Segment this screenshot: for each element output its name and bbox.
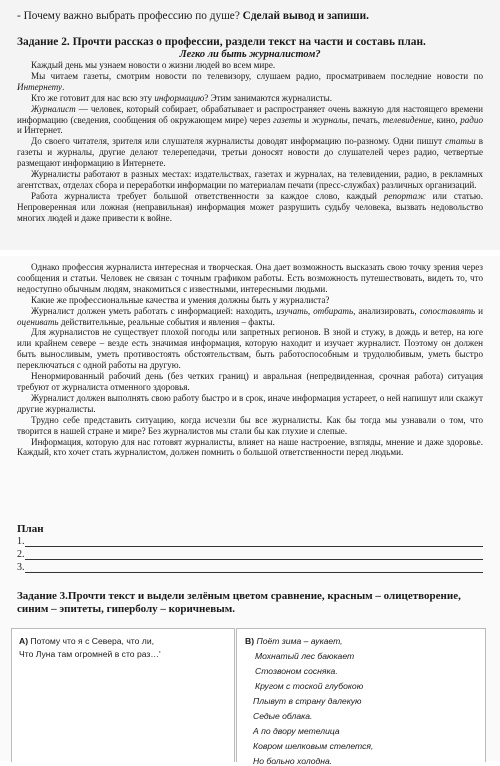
story-paragraph: Для журналистов не существует плохой погоды или запретных регионов. В зной и стужу, в дождь и ветер, на юге или крайнем севере – везде есть значимая информация, которую находит и изучает журналист. Поэтому он должен быть выносливым, уметь противостоять обстоятельствам, быть работоспособным и трудолюбивым, уметь быстро переключаться с одной работы на другую.: [17, 327, 483, 371]
story-paragraph: До своего читателя, зрителя или слушателя журналисты доводят информацию по-разному. Одни пишут статьи в газеты и журналы, другие делают телерепедачи, третьи доносят новости до слушателей через радио, четвертые размещают информацию в Интернете.: [17, 136, 483, 169]
question-1: [17, 10, 369, 22]
story-paragraph: Какие же профессиональные качества и умения должны быть у журналиста?: [31, 294, 330, 305]
task-3-heading: Задание 3.Прочти текст и выдели зелёным цветом сравнение, красным – олицетворение, синим – эпитеты, гиперболу – коричневым.: [17, 590, 461, 615]
plan-line-2[interactable]: [17, 549, 483, 561]
plan-line-3[interactable]: [17, 562, 483, 574]
poem-b-line: Мохнатый лес баюкает: [255, 651, 355, 661]
story-paragraph: Ненормированный рабочий день (без четких границ) и авральная (непредвиденная, срочная работа) ситуация требуют от журналиста отменного здоровья.: [17, 371, 483, 392]
poem-b-line: В) Поёт зима – аукает,: [245, 636, 343, 646]
plan-number: 1.: [17, 536, 25, 547]
poem-b-line: Ковром шелковым стелется,: [253, 741, 374, 751]
story-paragraph: Журналист — человек, который собирает, обрабатывает и распространяет очень важную для настоящего времени информацию (сведения, сообщения об окружающем мире) через газеты и журналы, печать, телевидение, кино, радио и Интернет.: [17, 103, 483, 136]
poem-a-label: А): [19, 636, 29, 646]
plan-line-1[interactable]: [17, 536, 483, 548]
poem-b-line: Кругом с тоской глубокою: [255, 681, 364, 691]
poem-a-box: [11, 628, 235, 762]
story-paragraph: Мы читаем газеты, смотрим новости по телевизору, слушаем радио, просматриваем последние новости по Интернету.: [17, 70, 483, 92]
story-part-1: [17, 60, 483, 224]
story-paragraph: Журналист должен выполнять свою работу быстро и в срок, иначе информация устареет, о ней напишут или скажут другие журналисты.: [17, 392, 483, 414]
story-paragraph: Однако профессия журналиста интересная и творческая. Она дает возможность высказать свою точку зрения через сообщения и статьи. Человек не связан с точным графиком работы. Есть возможность путешествовать, видеть то, что недоступно обычным людям, знакомиться с известными, интересными людьми.: [17, 262, 483, 294]
story-paragraph: Трудно себе представить ситуацию, когда исчезли бы все журналисты. Как бы тогда мы узнавали о том, что творится в нашей стране и мире? Без журналистов мы стали бы как глухие и слепые.: [17, 414, 483, 436]
poem-b-line: Плывут в страну далекую: [253, 696, 362, 706]
question-1-text: - Почему важно выбрать профессию по душе?: [17, 10, 243, 22]
story-paragraph: Журналисты работают в разных местах: издательствах, газетах и журналах, на телевидении, радио, в рекламных агентствах, отделах сбора и переработки информации по материалам печати (пресс-службах) различных организаций.: [17, 169, 483, 190]
plan-number: 3.: [17, 562, 25, 573]
question-1-instruction: Сделай вывод и запиши.: [242, 10, 369, 22]
story-paragraph: Работа журналиста требует большой ответственности за каждое слово, каждый репортаж или статью. Непроверенная или ложная (неправильная) информация может разрушить судьбу человека, вызвать недовольство многих людей и даже привести к войне.: [17, 190, 483, 223]
poem-b-box: [236, 628, 486, 766]
story-paragraph: Журналист должен уметь работать с информацией: находить, изучать, отбирать, анализировать, сопоставлять и оценивать действительные, реальные события и явления – факты.: [17, 305, 484, 327]
story-paragraph: Кто же готовит для нас всю эту информацию? Этим занимаются журналисты.: [31, 92, 332, 103]
poem-b-line: А по двору метелица: [253, 726, 340, 736]
poem-a-line: А) Потому что я с Севера, что ли,: [19, 636, 155, 646]
task-2-heading: Задание 2. Прочти рассказ о профессии, раздели текст на части и составь план.: [17, 36, 426, 48]
plan-title: План: [17, 523, 44, 535]
story-title: Легко ли быть журналистом?: [179, 49, 321, 60]
poem-b-line: Седые облака.: [253, 711, 313, 721]
story-paragraph: Информация, которую для нас готовят журналисты, влияет на наше настроение, взгляды, мнение и даже здоровье. Каждый, кто хочет стать журналистом, должен помнить о большой ответственности перед людьми.: [17, 436, 483, 458]
poem-b-label: В): [245, 636, 255, 646]
poem-a-line: Что Луна там огромней в сто раз…': [19, 649, 161, 659]
poem-b-line: Стозвоном сосняка.: [255, 666, 338, 676]
story-paragraph: Каждый день мы узнаем новости о жизни людей во всем мире.: [31, 60, 276, 70]
poem-b-line: Но больно холодна.: [253, 756, 333, 766]
plan-number: 2.: [17, 549, 25, 560]
story-part-2: [17, 262, 483, 458]
